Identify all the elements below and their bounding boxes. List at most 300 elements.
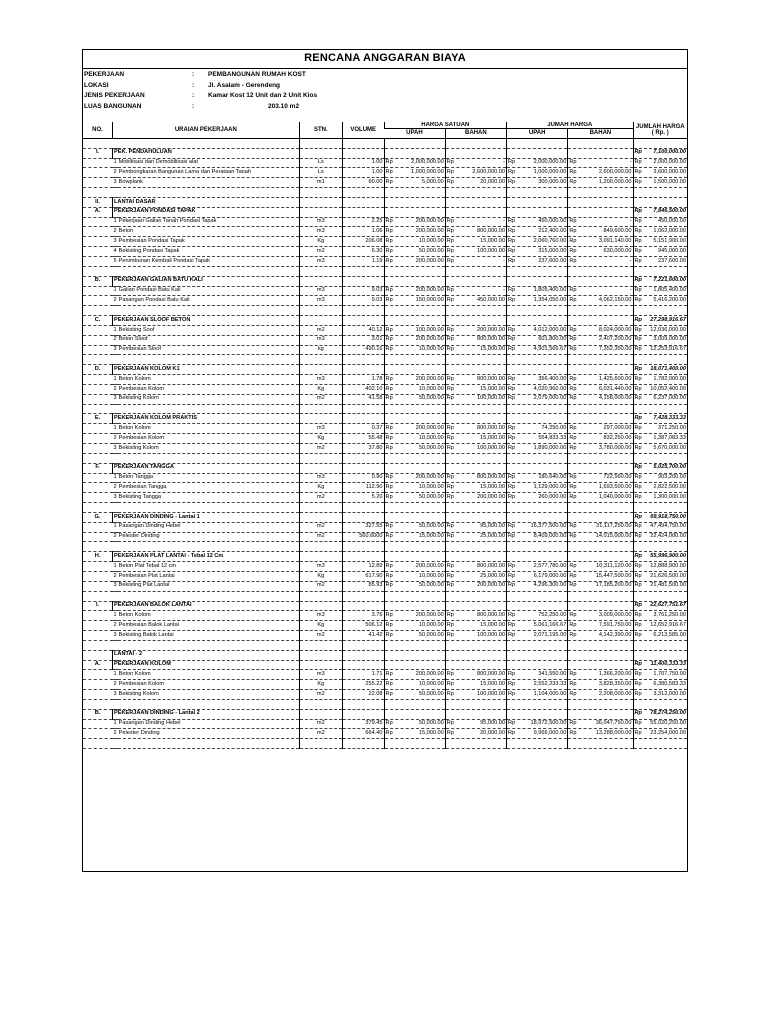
item-harga-upah-value: 50,000.00 [418,444,444,451]
item-jumah-upah-value: 9,966,000.00 [533,730,567,737]
cell-uraian [118,699,300,709]
item-jumah-bahan-value: 4,142,390.00 [598,631,632,638]
item-jumah-upah-value: 180,640.00 [538,474,567,481]
currency-label: Rp [508,257,516,264]
item-jumah-bahan-value: 7,591,750.00 [598,621,632,628]
currency-label: Rp [508,631,516,638]
section-title: PEKERJAAN KOLOM K1 [113,365,300,375]
section-total [633,552,687,562]
section-title: PEKERJAAN DINDING - Lantai 2 [113,709,300,719]
item-harga-bahan-value: 25,000.00 [480,572,505,579]
item-jumah-bahan-value: 8,024,000.00 [598,326,632,333]
item-harga-bahan-value: 15,000.00 [480,346,505,353]
currency-label: Rp [634,287,642,294]
currency-label: Rp [385,169,393,175]
section-total-value: 69,918,750.00 [650,513,686,520]
item-name: Bekisting Balok Lantai [118,631,300,641]
item-volume: 3.01 [342,335,384,345]
item-number: 1 [113,158,118,168]
item-number: 1 [113,325,118,335]
item-harga-bahan [445,680,506,690]
item-harga-upah [384,473,445,483]
item-jumah-bahan [568,434,633,444]
item-jumah-upah [507,237,568,247]
header-jumah-harga: JUMAH HARGA [507,122,634,129]
item-harga-bahan-value: - [503,218,505,225]
currency-label: Rp [508,562,516,569]
item-jumah-bahan-value: 832,250.00 [603,434,632,441]
item-harga-upah-value: 200,000.00 [415,671,444,678]
currency-label: Rp [508,434,516,441]
section-row [83,709,687,719]
currency-label: Rp [569,474,577,481]
currency-label: Rp [385,582,393,589]
cell-jumah-bahan [568,640,633,650]
cell-upah [384,542,445,552]
cell-uraian [118,739,300,749]
currency-label: Rp [508,218,516,225]
cell-upah [384,316,445,326]
item-total-value: 6,237,000.00 [653,395,686,402]
cell-no [83,237,113,247]
currency-label: Rp [385,720,393,727]
item-name: Beton [118,227,300,237]
cell-volume [342,739,384,749]
item-jumah-upah [507,670,568,680]
currency-label: Rp [446,474,454,481]
cell-upah [384,266,445,276]
item-jumah-bahan [568,237,633,247]
currency-label: Rp [569,730,577,737]
item-number: 2 [113,483,118,493]
item-total [633,483,687,493]
item-jumah-bahan [568,680,633,690]
item-number: 1 [113,611,118,621]
currency-label: Rp [634,690,642,697]
section-title: PEKERJAAN GALIAN BATU KALI [113,276,300,286]
cell-no [83,699,113,709]
cell-bahan [445,188,506,198]
item-harga-upah [384,158,445,168]
item-harga-bahan-value: 450,000.00 [477,296,505,303]
item-jumah-bahan [568,394,633,404]
cell-stn [299,355,342,365]
currency-label: Rp [569,572,577,579]
item-number: 5 [113,256,118,266]
section-row [83,512,687,522]
item-harga-upah [384,345,445,355]
info-label: JENIS PEKERJAAN [84,92,145,99]
cell-jumah-bahan [568,503,633,513]
item-total [633,178,687,188]
cell-jumah-upah [507,660,568,670]
cell-bahan [445,739,506,749]
section-row [83,552,687,562]
header-bahan: BAHAN [568,129,633,139]
info-label: PEKERJAAN [84,71,125,78]
item-harga-bahan-value: 15,000.00 [480,237,505,244]
item-jumah-upah [507,394,568,404]
cell-jumah-bahan [568,355,633,365]
item-jumah-upah-value: 450,000.00 [538,218,567,225]
currency-label: Rp [385,484,393,490]
item-jumah-upah [507,168,568,178]
item-harga-bahan [445,483,506,493]
currency-label: Rp [385,346,393,353]
cell-no [83,621,113,631]
item-unit: m2 [299,325,342,335]
item-number: 2 [113,168,118,178]
currency-label: Rp [569,385,577,392]
cell-volume [342,552,384,562]
item-row [83,325,687,335]
item-jumah-bahan-value: 14,015,000.00 [595,533,632,540]
currency-label: Rp [508,533,516,540]
item-harga-upah-value: 200,000.00 [415,257,444,264]
item-total [633,581,687,591]
item-total [633,670,687,680]
currency-label: Rp [634,316,642,323]
cell-jumah-upah [507,197,568,207]
section-title: PEKERJAAN DINDING - Lantai 1 [113,512,300,522]
item-harga-upah-value: 200,000.00 [415,375,444,382]
item-harga-bahan [445,522,506,532]
cell-volume [342,355,384,365]
item-harga-upah [384,719,445,729]
cell-bahan [445,266,506,276]
item-row [83,483,687,493]
item-jumah-bahan [568,217,633,227]
item-jumah-upah [507,729,568,739]
item-jumah-bahan-value: 1,366,200.00 [598,671,632,678]
currency-label: Rp [634,375,642,382]
item-jumah-upah [507,375,568,385]
currency-label: Rp [508,611,516,618]
currency-label: Rp [634,621,642,628]
currency-label: Rp [569,523,577,530]
item-volume: 206.08 [342,237,384,247]
item-harga-upah [384,168,445,178]
item-harga-bahan-value: 800,000.00 [477,228,505,235]
section-total-value: 11,400,333.33 [650,661,686,668]
currency-label: Rp [446,631,454,638]
item-number: 3 [113,345,118,355]
cell-no [83,611,113,621]
spacer-row [83,306,687,316]
cell-jumah-upah [507,512,568,522]
item-unit: m3 [299,670,342,680]
currency-label: Rp [634,228,642,235]
item-jumah-bahan-value: - [629,257,632,264]
item-harga-bahan-value: 100,000.00 [477,395,505,402]
cell-volume [342,306,384,316]
item-harga-bahan [445,532,506,542]
section-title: LANTAI DASAR [113,197,300,207]
item-harga-bahan-value: 200,000.00 [477,326,505,333]
currency-label: Rp [634,257,642,264]
item-jumah-bahan-value: 722,560.00 [603,474,632,481]
currency-label: Rp [569,228,577,235]
item-harga-bahan [445,247,506,257]
info-value: Kamar Kost 12 Unit dan 2 Unit Kios [208,92,318,99]
item-name: Pembesian Balok Lantai [118,621,300,631]
item-jumah-upah-value: 2,000,000.00 [533,159,567,166]
item-total [633,611,687,621]
item-jumah-bahan [568,375,633,385]
currency-label: Rp [446,336,454,343]
item-name: Pelester Dinding [118,532,300,542]
currency-label: Rp [385,434,393,441]
item-jumah-bahan-value: 1,425,600.00 [598,375,632,382]
item-row [83,178,687,188]
cell-upah [384,650,445,660]
item-harga-upah [384,394,445,404]
item-jumah-upah [507,345,568,355]
cell-jumah-bahan [568,709,633,719]
currency-label: Rp [634,424,642,431]
header-volume: VOLUME [342,122,384,138]
item-jumah-upah-value: 237,600.00 [538,257,567,264]
header-uraian: URAIAN PEKERJAAN [113,122,300,138]
item-number: 2 [113,680,118,690]
item-jumah-bahan [568,719,633,729]
item-volume: 0.37 [342,424,384,434]
item-jumah-upah-value: 1,890,000.00 [533,444,567,451]
cell-stn [299,138,342,148]
item-row [83,375,687,385]
cell-jumah-upah [507,365,568,375]
section-total-value: 78,274,250.00 [650,710,686,717]
item-unit: m3 [299,424,342,434]
currency-label: Rp [634,336,642,343]
cell-stn [299,709,342,719]
cell-upah [384,640,445,650]
item-jumah-bahan-value: 2,407,200.00 [598,336,632,343]
item-harga-bahan [445,670,506,680]
item-row [83,581,687,591]
item-jumah-upah [507,178,568,188]
item-volume: 55.48 [342,434,384,444]
cell-upah [384,306,445,316]
section-title: LANTAI - 2 [113,650,300,660]
currency-label: Rp [385,523,393,530]
cell-jumah-upah [507,699,568,709]
cell-stn [299,453,342,463]
item-harga-upah-value: 200,000.00 [415,611,444,618]
item-volume: 1.00 [342,168,384,178]
currency-label: Rp [634,671,642,678]
item-jumah-bahan-value: 1,200,000.00 [598,178,632,185]
item-total-value: 1,387,083.33 [653,434,686,441]
currency-label: Rp [508,228,516,235]
cell-jumah-bahan [568,463,633,473]
item-volume: 2.25 [342,217,384,227]
item-total-value: 6,380,583.33 [653,680,686,687]
item-row [83,345,687,355]
item-harga-upah [384,434,445,444]
item-harga-upah-value: 10,000.00 [418,346,444,353]
currency-label: Rp [385,159,393,166]
item-jumah-bahan [568,562,633,572]
item-jumah-bahan-value: - [629,218,632,225]
currency-label: Rp [385,296,393,303]
section-total [633,207,687,217]
item-volume: 327.55 [342,522,384,532]
item-jumah-upah [507,217,568,227]
item-row [83,532,687,542]
item-row [83,286,687,296]
cell-no [83,138,113,148]
item-jumah-upah-value: 1,129,000.00 [533,484,567,490]
item-name: Pembesian Tangga [118,483,300,493]
cell-no [83,473,113,483]
item-harga-bahan [445,325,506,335]
currency-label: Rp [446,523,454,530]
item-harga-bahan [445,581,506,591]
currency-label: Rp [508,178,516,185]
item-total [633,621,687,631]
cell-no [83,247,113,257]
currency-label: Rp [569,296,577,303]
section-total [633,463,687,473]
item-name: Pembesian Plat Lantai [118,571,300,581]
item-row [83,729,687,739]
currency-label: Rp [569,582,577,589]
item-jumah-upah [507,473,568,483]
item-volume: 1.78 [342,375,384,385]
currency-label: Rp [446,296,454,303]
item-harga-upah [384,611,445,621]
item-name: Pekerjaan Galian Tanah Pondasi Tapak [118,217,300,227]
item-unit: m2 [299,729,342,739]
currency-label: Rp [634,178,642,185]
item-harga-bahan-value: 800,000.00 [477,611,505,618]
currency-label: Rp [508,690,516,697]
item-total-value: 47,494,750.00 [650,523,686,530]
section-row [83,365,687,375]
cell-stn [299,591,342,601]
currency-label: Rp [446,572,454,579]
item-volume: 37.80 [342,444,384,454]
item-jumah-upah [507,296,568,306]
section-number: A. [83,660,113,670]
info-row [84,70,684,80]
cell-bahan [445,660,506,670]
item-jumah-bahan [568,168,633,178]
item-number: 2 [113,729,118,739]
item-volume: 12.89 [342,562,384,572]
item-harga-upah-value: 10,000.00 [418,484,444,490]
item-row [83,434,687,444]
section-row [83,207,687,217]
cell-no [83,562,113,572]
item-unit: Ls [299,168,342,178]
item-harga-upah-value: 200,000.00 [415,228,444,235]
cell-jumah-bahan [568,453,633,463]
currency-label: Rp [446,690,454,697]
cell-total [633,699,687,709]
item-jumah-bahan-value: 15,447,500.00 [595,572,632,579]
item-harga-bahan-value: 20,000.00 [480,178,505,185]
cell-no [83,227,113,237]
cell-jumah-upah [507,355,568,365]
item-harga-bahan-value: 15,000.00 [480,434,505,441]
cell-upah [384,709,445,719]
cell-stn [299,414,342,424]
item-volume: 1.19 [342,256,384,266]
currency-label: Rp [569,287,577,294]
currency-label: Rp [508,237,516,244]
item-name: Beton Tangga [118,473,300,483]
item-volume: 506.12 [342,621,384,631]
item-harga-bahan [445,296,506,306]
item-harga-bahan [445,227,506,237]
cell-uraian [118,355,300,365]
item-jumah-bahan-value: 297,000.00 [603,424,632,431]
cell-jumah-bahan [568,414,633,424]
cell-bahan [445,699,506,709]
cell-no [83,453,113,463]
item-harga-upah [384,670,445,680]
item-jumah-bahan-value: 3,009,000.00 [598,611,632,618]
item-jumah-upah [507,522,568,532]
currency-label: Rp [446,562,454,569]
item-name: Bekisting Plat Lantai [118,581,300,591]
cell-bahan [445,512,506,522]
currency-label: Rp [508,385,516,392]
cell-volume [342,660,384,670]
item-row [83,473,687,483]
item-harga-upah [384,621,445,631]
section-total [633,365,687,375]
item-volume: 60.00 [342,178,384,188]
item-name: Galian Pondasi Batu Kali [118,286,300,296]
spacer-row [83,591,687,601]
item-harga-upah-value: 50,000.00 [418,493,444,500]
section-number: B. [83,709,113,719]
cell-upah [384,188,445,198]
item-harga-bahan [445,690,506,700]
section-title: PEKERJAAN KOLOM PRAKTIS [113,414,300,424]
currency-label: Rp [569,720,577,727]
item-jumah-upah [507,256,568,266]
item-unit: m2 [299,690,342,700]
cell-no [83,640,113,650]
item-jumah-bahan-value: 10,311,120.00 [596,562,632,569]
currency-label: Rp [569,493,577,500]
item-harga-bahan [445,286,506,296]
item-unit: Kg [299,621,342,631]
currency-label: Rp [634,474,642,481]
currency-label: Rp [385,287,393,294]
item-jumah-upah-value: 4,012,000.00 [533,326,567,333]
section-total-value: 5,025,700.00 [653,464,686,471]
item-jumah-upah-value: 2,577,780.00 [533,562,567,569]
currency-label: Rp [634,237,642,244]
item-harga-bahan [445,493,506,503]
cell-volume [342,188,384,198]
item-row [83,227,687,237]
cell-no [83,384,113,394]
cell-stn [299,552,342,562]
info-label: LOKASI [84,81,109,89]
cell-jumah-bahan [568,276,633,286]
cell-upah [384,404,445,414]
cell-stn [299,148,342,158]
item-number: 3 [113,237,118,247]
item-jumah-bahan-value: 849,600.00 [603,228,632,235]
section-title: PEK. PENDAHULUAN [113,148,300,158]
